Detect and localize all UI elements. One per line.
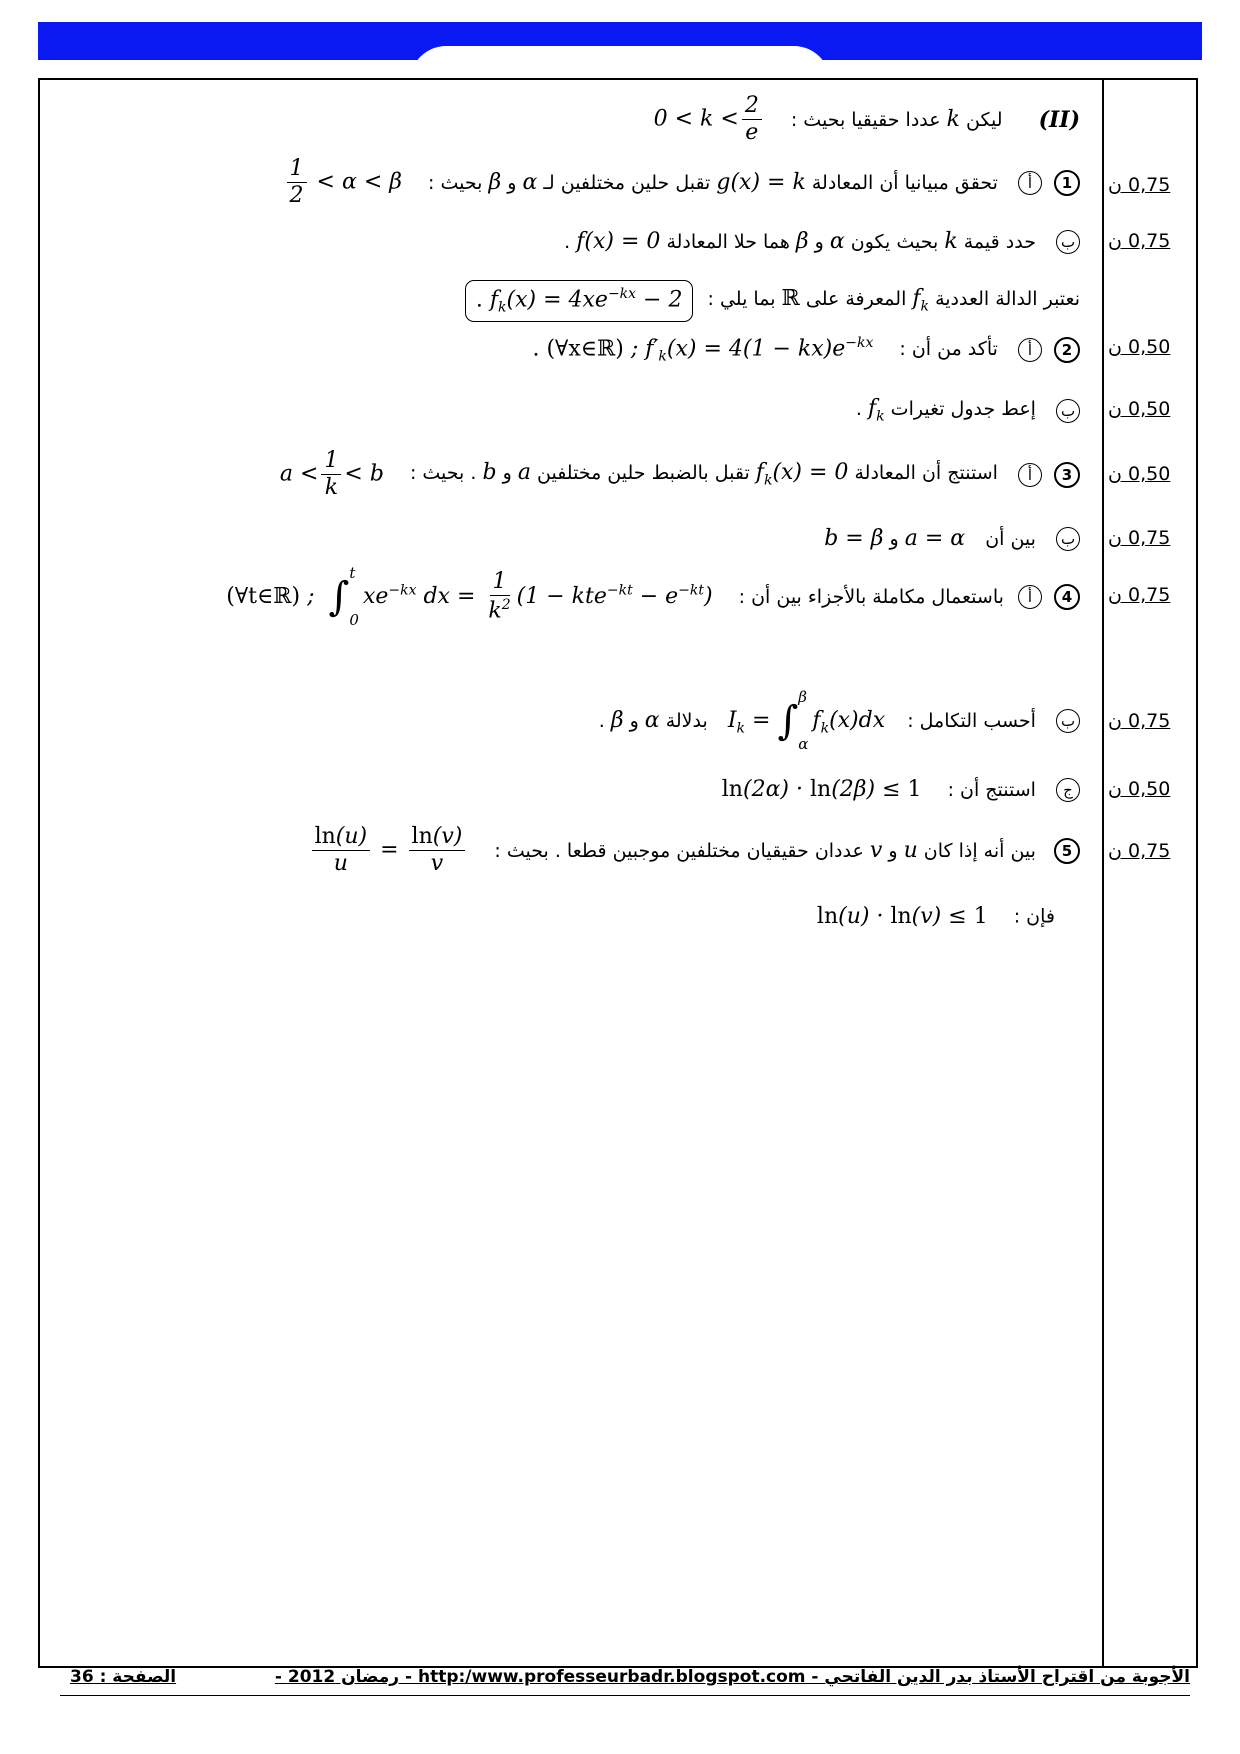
fk-definition-box: . $f_k(x) = 4xe^{-kx} - 2$ — [465, 280, 694, 322]
part-label: (II) — [1038, 106, 1080, 133]
lnu-lnv-inequality: ln(u) · ln(v) ≤ 1 — [816, 904, 988, 929]
alpha-beta-inequality: $\frac{1}{2}$ < α < β — [284, 158, 402, 207]
row-q1a — [284, 158, 1080, 207]
letter-b-icon: ب — [1056, 399, 1080, 423]
ab-inequality: a < $\frac{1}{k}$ < b — [279, 448, 384, 500]
row-q5-conclusion — [817, 906, 1055, 928]
log-inequality: ln(2α) · ln(2β) ≤ 1 — [721, 777, 922, 802]
letter-b-icon: ب — [1056, 709, 1080, 733]
q5-text: بين أنه إذا كان u و v عددان حقيقيان مختلفين موجبين قطعا . بحيث : — [494, 837, 1036, 863]
header-tab — [410, 46, 830, 82]
points-q1b: ن 0,75 — [1108, 230, 1171, 252]
number-3-icon: 3 — [1054, 462, 1080, 488]
number-5-icon: 5 — [1054, 838, 1080, 864]
q3a-text: استنتج أن المعادلة $f_k(x) = 0$ تقبل بالضبط حلين مختلفين a و b . بحيث : — [409, 459, 998, 489]
row-q4c — [722, 778, 1080, 802]
q1a-text: تحقق مبيانيا أن المعادلة g(x) = k تقبل حلين مختلفين لـ α و β بحيث : — [428, 169, 998, 195]
points-q4b: ن 0,75 — [1108, 710, 1171, 732]
q1b-text: حدد قيمة k بحيث يكون α و β هما حلا المعادلة f(x) = 0 . — [564, 229, 1036, 254]
row-q3a — [280, 450, 1080, 499]
row-q2b — [856, 398, 1080, 423]
row-q1b — [564, 230, 1080, 254]
letter-a-icon: أ — [1018, 338, 1042, 362]
points-q1a: ن 0,75 — [1108, 174, 1171, 196]
in-terms-of: بدلالة α و β . — [598, 708, 708, 733]
page-footer — [60, 1667, 1190, 1696]
points-column-divider — [1102, 78, 1104, 1668]
number-1-icon: 1 — [1054, 170, 1080, 196]
letter-b-icon: ب — [1056, 527, 1080, 551]
ik-integral: $I_k$ = ∫ β α $f_k(x)dx$ — [727, 688, 886, 753]
points-q3b: ن 0,75 — [1108, 527, 1171, 549]
footer-credits: الأجوبة من اقتراح الأستاذ بدر الدين الفاتحي - http:/www.professeurbadr.blogspot.com - رمضان 2012 - — [274, 1667, 1190, 1687]
number-4-icon: 4 — [1054, 584, 1080, 610]
integration-by-parts-formula: (∀t∈ℝ) ; ∫ t 0 $xe^{-kx}$ dx = $\frac{1}{k^2}$ $(1 - kte^{-kt} - e^{-kt})$ — [226, 564, 713, 629]
q2a-text: تأكد من أن : — [899, 338, 998, 361]
row-intro — [654, 95, 1080, 144]
intro-text: ليكن k عددا حقيقيا بحيث : — [790, 106, 1003, 132]
row-q3b — [824, 527, 1080, 551]
points-q5: ن 0,75 — [1108, 840, 1171, 862]
row-q4b — [599, 690, 1080, 752]
derivative-formula: . (∀x∈ℝ) ; $f'_k(x) = 4(1 - kx)e^{-kx}$ — [532, 335, 874, 365]
letter-a-icon: أ — [1018, 171, 1042, 195]
row-q2a — [532, 336, 1080, 364]
letter-a-icon: أ — [1018, 463, 1042, 487]
equalities: a = α و b = β — [824, 526, 966, 551]
footer-page-number: الصفحة : 36 — [70, 1667, 177, 1687]
number-2-icon: 2 — [1054, 337, 1080, 363]
q2b-text: إعط جدول تغيرات $f_k$ . — [855, 396, 1036, 425]
points-q4c: ن 0,50 — [1108, 778, 1171, 800]
letter-j-icon: ج — [1056, 778, 1080, 802]
letter-b-icon: ب — [1056, 230, 1080, 254]
q3b-text: بين أن — [985, 527, 1036, 550]
row-q5 — [309, 826, 1080, 875]
q4a-text: باستعمال مكاملة بالأجزاء بين أن : — [738, 585, 1004, 608]
k-inequality: 0 < k < $\frac{2}{e}$ — [654, 95, 765, 144]
q5-conclusion-text: فإن : — [1013, 905, 1055, 928]
q4b-text: أحسب التكامل : — [907, 709, 1036, 732]
q4c-text: استنتج أن : — [947, 778, 1036, 801]
letter-a-icon: أ — [1018, 585, 1042, 609]
definition-text: نعتبر الدالة العددية $f_k$ المعرفة على ℝ بما يلي : — [707, 286, 1080, 315]
row-definition — [465, 280, 1080, 322]
points-q4a: ن 0,75 — [1108, 584, 1171, 606]
points-q2b: ن 0,50 — [1108, 398, 1171, 420]
points-q3a: ن 0,50 — [1108, 463, 1171, 485]
points-q2a: ن 0,50 — [1108, 336, 1171, 358]
row-q4a — [226, 566, 1080, 628]
lnu-lnv-equation: $\frac{\ln(u)}{u}$ = $\frac{\ln(v)}{v}$ — [309, 826, 469, 875]
